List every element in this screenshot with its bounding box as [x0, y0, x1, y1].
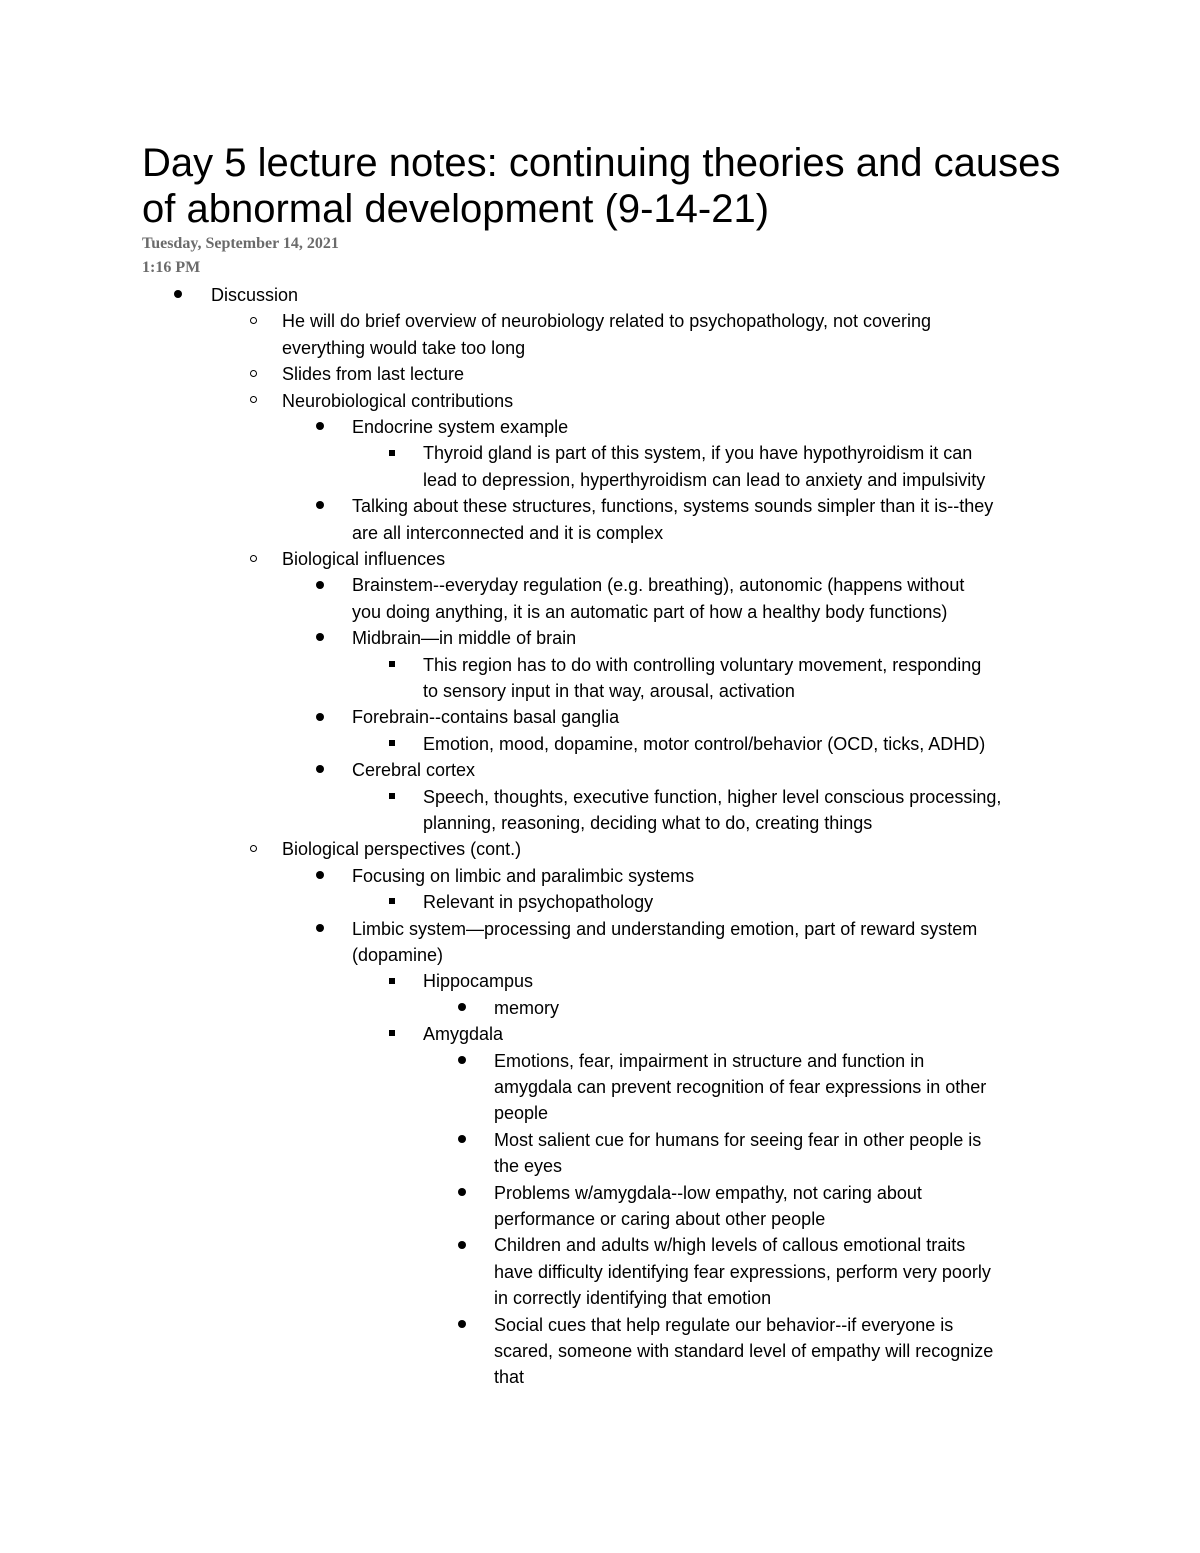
- outline-item-level-2: [282, 836, 521, 862]
- outline-item-text: Cerebral cortex: [352, 760, 476, 781]
- outline-item-text: you doing anything, it is an automatic part of how a healthy body functions): [352, 601, 948, 622]
- outline-item-level-4: [423, 1021, 503, 1047]
- note-date: Tuesday, September 14, 2021: [142, 235, 339, 252]
- outline-item-text: people: [494, 1103, 549, 1124]
- outline-item-text: Slides from last lecture: [282, 364, 465, 385]
- outline-item-text: Social cues that help regulate our behavior--if everyone is: [494, 1314, 954, 1335]
- bullet-square-icon: [389, 898, 395, 904]
- outline-item-text: Amygdala: [423, 1024, 504, 1045]
- outline-item-level-5: [494, 1312, 993, 1391]
- bullet-disc-icon: [458, 1003, 466, 1011]
- bullet-circle-icon: [250, 555, 257, 562]
- outline-item-text: planning, reasoning, deciding what to do, creating things: [423, 813, 873, 833]
- bullet-square-icon: [389, 793, 395, 799]
- outline-item-level-4: [423, 440, 985, 493]
- outline-item-text: Thyroid gland is part of this system, if you have hypothyroidism it can: [423, 443, 973, 464]
- outline-item-text: everything would take too long: [282, 337, 526, 358]
- bullet-disc-icon: [316, 765, 324, 773]
- outline-item-text: to sensory input in that way, arousal, activation: [423, 681, 795, 701]
- page-title: Day 5 lecture notes: continuing theories and causes of abnormal development (9-14-21): [142, 141, 1061, 231]
- outline-item-text: Problems w/amygdala--low empathy, not caring about: [494, 1182, 922, 1203]
- bullet-circle-icon: [250, 396, 257, 403]
- outline-item-level-3: [352, 625, 576, 651]
- outline-item-text: Most salient cue for humans for seeing fear in other people is: [494, 1129, 982, 1150]
- bullet-disc-icon: [316, 871, 324, 879]
- outline-item-text: scared, someone with standard level of empathy will recognize: [494, 1341, 994, 1361]
- bullet-circle-icon: [250, 370, 257, 377]
- outline-item-level-4: [423, 968, 533, 994]
- bullet-disc-icon: [316, 713, 324, 721]
- outline-item-text: Neurobiological contributions: [282, 390, 514, 411]
- bullet-disc-icon: [316, 581, 324, 589]
- bullet-circle-icon: [250, 317, 257, 324]
- bullet-square-icon: [389, 1030, 395, 1036]
- outline-item-text: in correctly identifying that emotion: [494, 1288, 772, 1309]
- outline-item-text: Biological perspectives (cont.): [282, 839, 522, 860]
- outline-item-text: Speech, thoughts, executive function, higher level conscious processing,: [423, 786, 1002, 807]
- bullet-disc-icon: [458, 1056, 466, 1064]
- bullet-circle-icon: [250, 845, 257, 852]
- outline-item-text: Forebrain--contains basal ganglia: [352, 707, 620, 728]
- bullet-disc-icon: [316, 501, 324, 509]
- outline-item-text: Emotion, mood, dopamine, motor control/behavior (OCD, ticks, ADHD): [423, 733, 986, 754]
- outline-item-level-4: [423, 652, 981, 705]
- outline-item-level-3: [352, 863, 694, 889]
- outline-item-level-3: [352, 493, 993, 546]
- outline-item-text: amygdala can prevent recognition of fear expressions in other: [494, 1077, 987, 1097]
- outline-item-level-3: [352, 414, 568, 440]
- bullet-disc-icon: [458, 1135, 466, 1143]
- bullet-square-icon: [389, 450, 395, 456]
- outline-item-text: Brainstem--everyday regulation (e.g. breathing), autonomic (happens without: [352, 575, 965, 596]
- outline-item-text: the eyes: [494, 1156, 563, 1177]
- outline-item-level-2: [282, 546, 445, 572]
- outline-item-text: (dopamine): [352, 945, 444, 965]
- outline-item-level-5: [494, 1232, 991, 1311]
- outline-item-text: Talking about these structures, functions, systems sounds simpler than it is--they: [352, 496, 994, 517]
- bullet-disc-icon: [458, 1320, 466, 1328]
- outline-item-text: Limbic system—processing and understanding emotion, part of reward system: [352, 918, 978, 939]
- outline-item-text: have difficulty identifying fear expressions, perform very poorly: [494, 1261, 991, 1282]
- outline-item-text: Emotions, fear, impairment in structure and function in: [494, 1050, 925, 1071]
- outline-item-level-3: [352, 916, 977, 969]
- outline-item-text: memory: [494, 997, 560, 1018]
- outline-item-text: Discussion: [211, 285, 299, 305]
- bullet-disc-icon: [316, 633, 324, 641]
- outline-item-level-3: [352, 572, 964, 625]
- outline-item-level-4: [423, 784, 1001, 837]
- bullet-square-icon: [389, 978, 395, 984]
- outline-item-text: He will do brief overview of neurobiology related to psychopathology, not covering: [282, 311, 932, 332]
- bullet-square-icon: [389, 740, 395, 746]
- outline-item-text: Focusing on limbic and paralimbic systems: [352, 865, 695, 886]
- bullet-disc-icon: [458, 1241, 466, 1249]
- outline-item-text: Midbrain—in middle of brain: [352, 628, 577, 649]
- outline-item-level-5: [494, 1127, 981, 1180]
- outline-item-level-2: [282, 388, 513, 414]
- outline-item-text: Relevant in psychopathology: [423, 892, 654, 913]
- outline-item-text: performance or caring about other people: [494, 1209, 826, 1229]
- outline-item-level-3: [352, 757, 475, 783]
- outline-item-level-5: [494, 1048, 986, 1127]
- outline-item-text: that: [494, 1367, 525, 1388]
- bullet-disc-icon: [316, 924, 324, 932]
- bullet-square-icon: [389, 661, 395, 667]
- outline-item-level-4: [423, 731, 985, 757]
- outline-item-level-5: [494, 1180, 922, 1233]
- outline-item-text: are all interconnected and it is complex: [352, 522, 664, 543]
- outline-item-text: Children and adults w/high levels of callous emotional traits: [494, 1235, 966, 1256]
- outline-item-level-2: [282, 361, 464, 387]
- outline-item-text: lead to depression, hyperthyroidism can lead to anxiety and impulsivity: [423, 469, 986, 490]
- bullet-disc-icon: [458, 1188, 466, 1196]
- outline-item-text: Endocrine system example: [352, 417, 569, 437]
- outline-item-text: Hippocampus: [423, 971, 534, 992]
- bullet-disc-icon: [174, 290, 182, 298]
- outline-item-level-3: [352, 704, 619, 730]
- outline-item-text: Biological influences: [282, 549, 446, 569]
- outline-item-text: This region has to do with controlling voluntary movement, responding: [423, 654, 982, 675]
- outline-item-level-4: [423, 889, 653, 915]
- bullet-disc-icon: [316, 422, 324, 430]
- outline-item-level-5: [494, 995, 559, 1021]
- outline-item-level-2: [282, 308, 931, 361]
- outline-item-level-1: [211, 282, 298, 308]
- note-time: 1:16 PM: [142, 259, 201, 276]
